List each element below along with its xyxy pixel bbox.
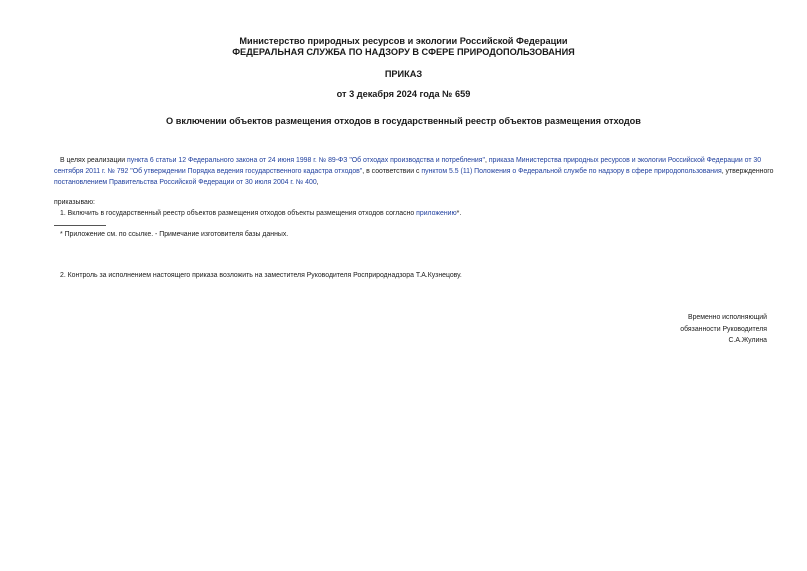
law-89-fz-link[interactable]: пункта 6 статьи 12 Федерального закона от 24 июня 1998 г. № 89-ФЗ "Об отходах производства и потребления"	[127, 157, 485, 164]
item-1	[54, 208, 774, 219]
preamble-text-1: В целях реализации	[60, 157, 128, 164]
signature-block	[680, 312, 767, 347]
item-2: 2. Контроль за исполнением настоящего приказа возложить на заместителя Руководителя Росприроднадзора Т.А.Кузнецову.	[60, 272, 462, 279]
signature-position-line2: обязанности Руководителя	[680, 325, 767, 333]
document-title: О включении объектов размещения отходов в государственный реестр объектов размещения отходов	[166, 116, 641, 126]
order-word: приказываю:	[54, 199, 95, 206]
footnote: * Приложение см. по ссылке. - Примечание изготовителя базы данных.	[60, 231, 289, 238]
regulation-point-link[interactable]: пунктом 5.5 (11) Положения о Федеральной службе по надзору в сфере природопользования	[421, 168, 722, 175]
signature-position-line1: Временно исполняющий	[688, 314, 767, 321]
service-name: ФЕДЕРАЛЬНАЯ СЛУЖБА ПО НАДЗОРУ В СФЕРЕ ПРИРОДОПОЛЬЗОВАНИЯ	[232, 47, 575, 57]
footnote-divider	[54, 225, 106, 226]
appendix-link[interactable]: приложению	[416, 210, 457, 217]
signature-name: С.А.Жулина	[728, 337, 767, 344]
preamble-text-4: , утвержденного	[721, 168, 774, 175]
item-1-tail: *.	[456, 210, 462, 217]
preamble-text-5: ,	[316, 179, 319, 186]
item-1-text: 1. Включить в государственный реестр объектов размещения отходов объекты размещения отходов согласно	[60, 210, 417, 217]
order-792-link[interactable]: приказа Министерства природных ресурсов и экологии Российской Федерации от 30 сентября 2011 г. № 792 "Об утверждении Порядка ведения государственного кадастра отходов"	[54, 157, 762, 175]
preamble-paragraph	[54, 155, 774, 188]
document-type: ПРИКАЗ	[384, 69, 423, 79]
ministry-name: Министерство природных ресурсов и экологии Российской Федерации	[239, 36, 568, 46]
document-date-number: от 3 декабря 2024 года № 659	[336, 89, 471, 99]
government-decree-400-link[interactable]: постановлением Правительства Российской Федерации от 30 июля 2004 г. № 400	[54, 179, 317, 186]
preamble-text-3: , в соответствии с	[362, 168, 422, 175]
preamble-text-2: ,	[484, 157, 489, 164]
